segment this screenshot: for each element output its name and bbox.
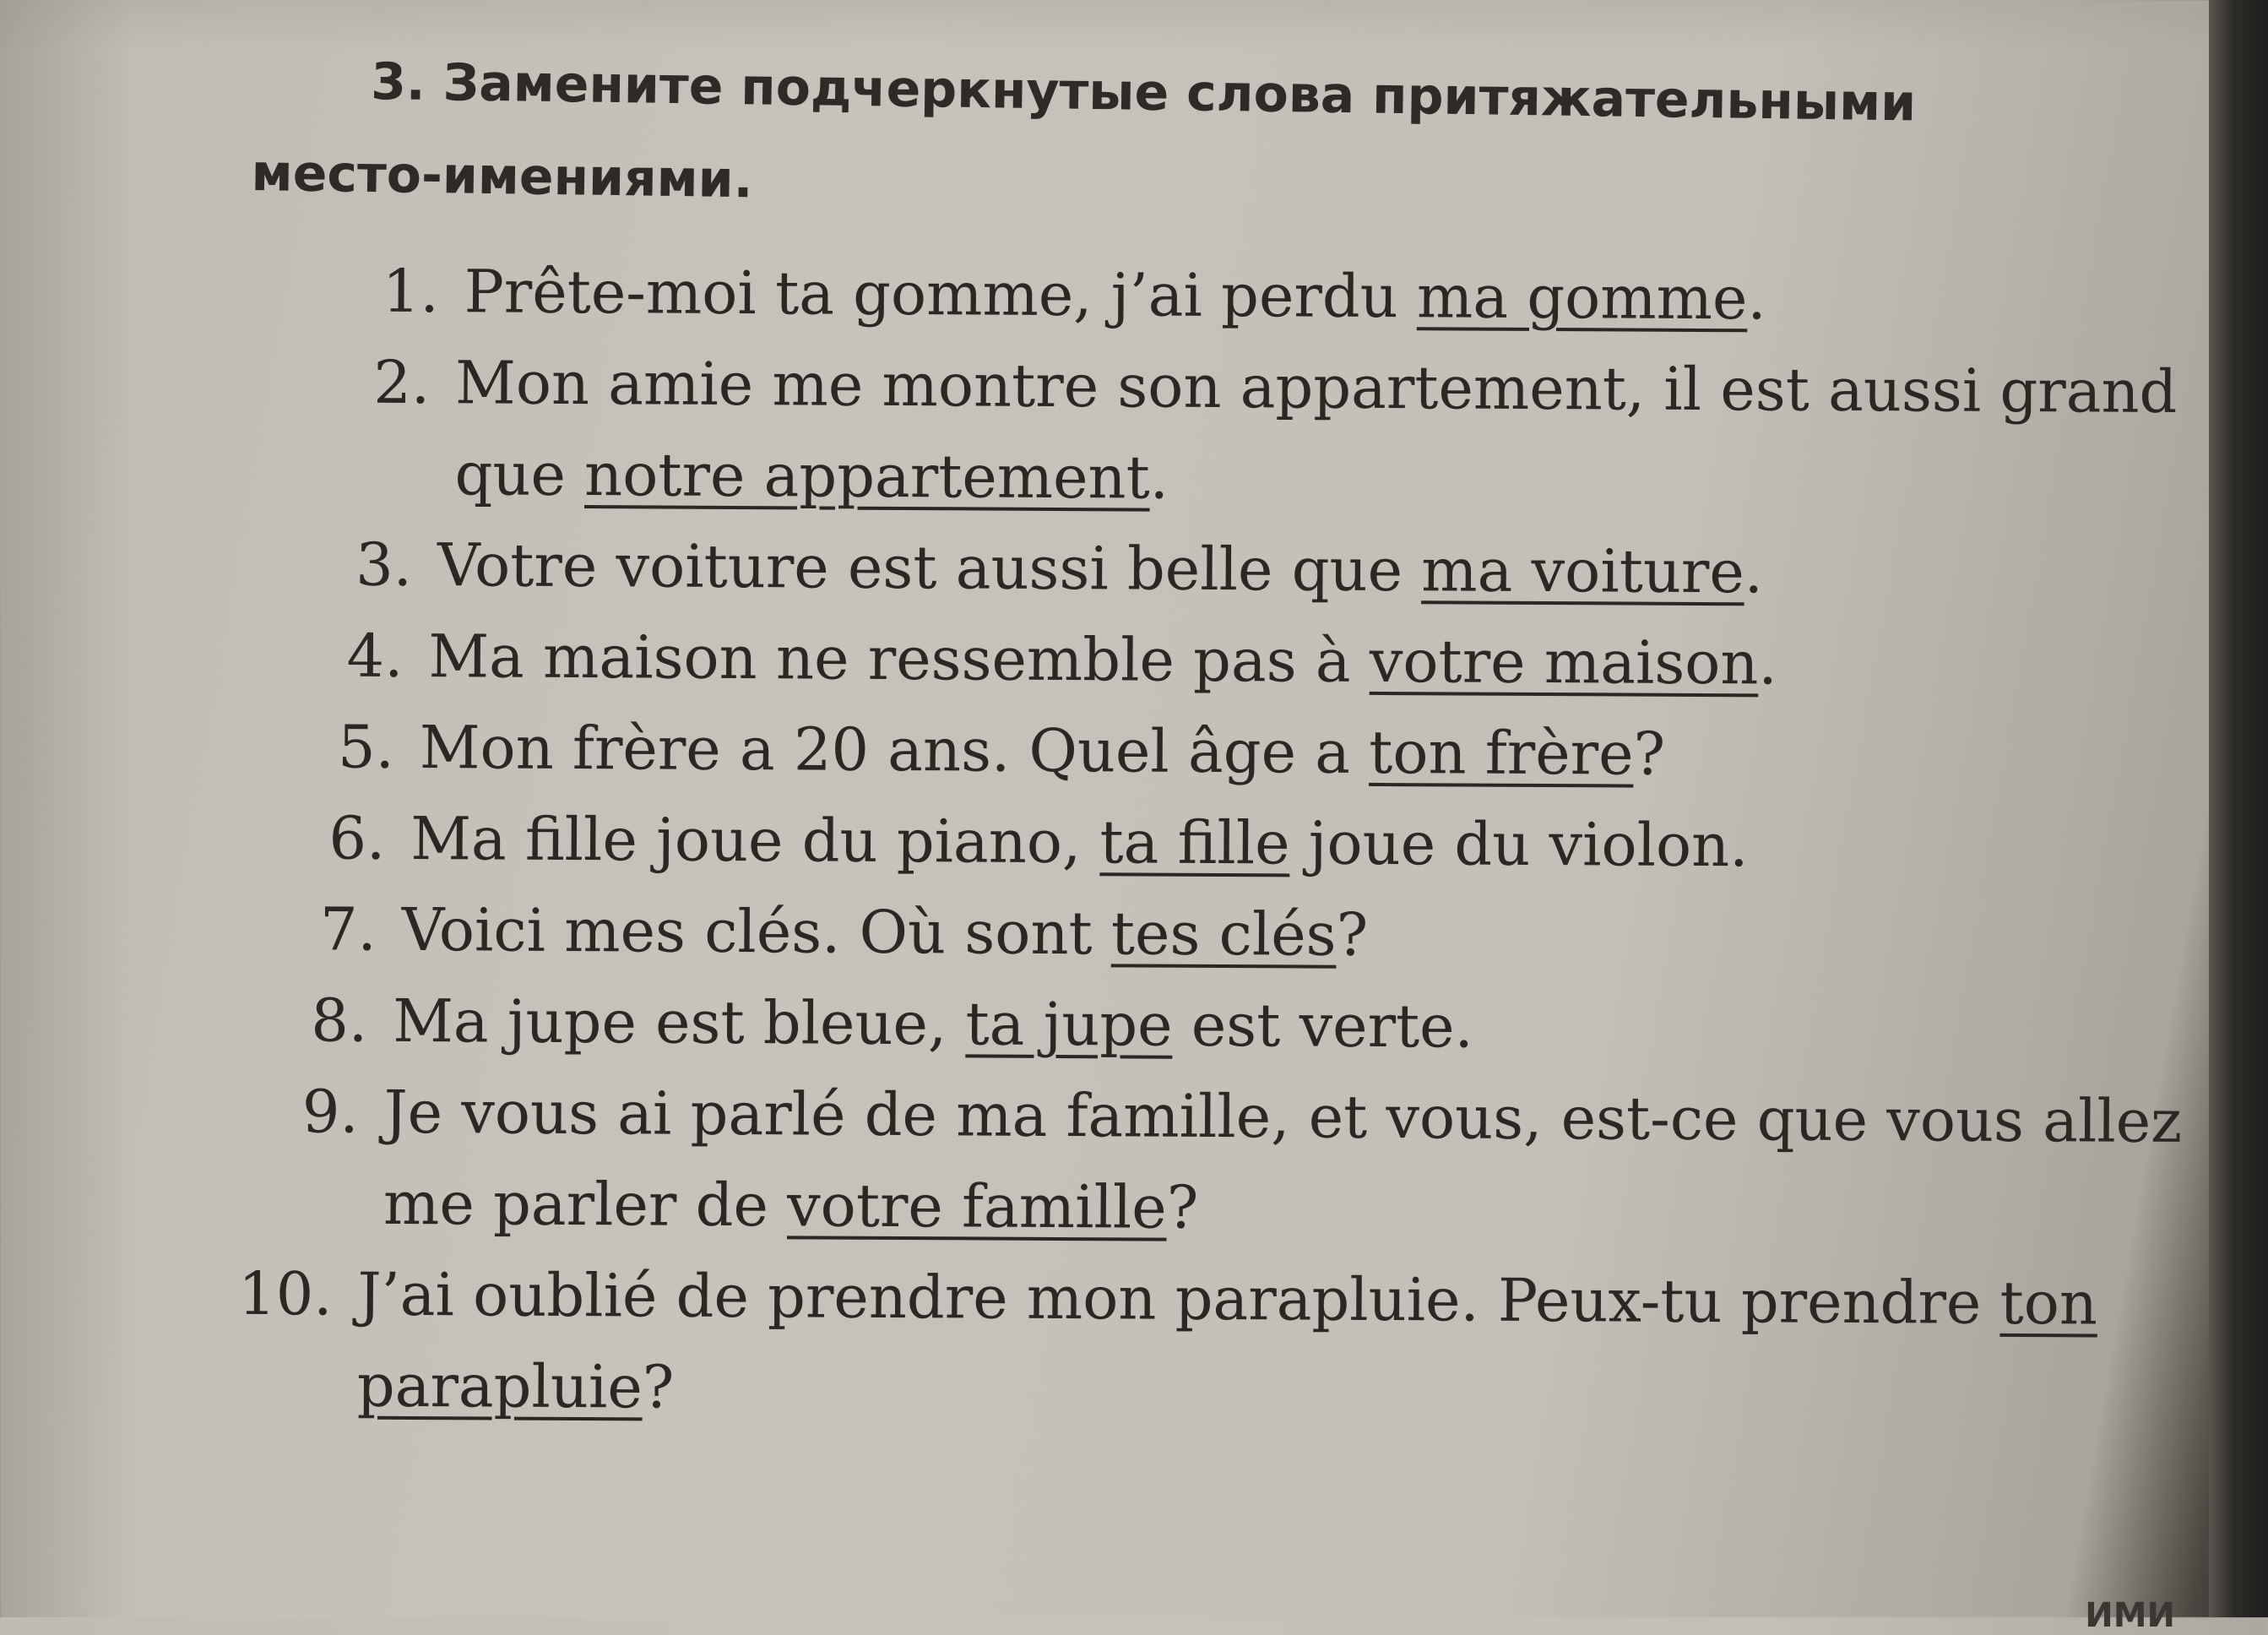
item-number: 10. [237, 1258, 333, 1329]
item-text-plain: . [1149, 443, 1169, 513]
item-text-plain: . [1758, 628, 1777, 698]
underlined-phrase: ton frère [1369, 717, 1634, 789]
item-text [402, 895, 1369, 970]
item-text-plain: ? [1166, 1172, 1199, 1242]
exercise-item [235, 519, 2195, 620]
item-text-plain: J’ai oublié de prendre mon parapluie. Peux-tu prendre [357, 1259, 2000, 1338]
item-text [428, 622, 1777, 698]
exercise-item [190, 975, 2192, 1076]
item-text-plain: ? [1336, 899, 1369, 970]
item-text-plain: Votre voiture est aussi belle que [437, 530, 1422, 606]
item-text-plain: . [1744, 537, 1764, 607]
item-text-plain: me parler de [383, 1168, 788, 1241]
underlined-phrase: notre appartement [583, 440, 1150, 513]
item-text-plain: Ma maison ne ressemble pas à [428, 622, 1370, 696]
item-text-line2 [454, 428, 2195, 529]
item-text-line1: Mon amie me montre son appartement, il est aussi grand [454, 348, 2178, 426]
underlined-phrase: votre famille [786, 1171, 1167, 1242]
exercise-list [237, 245, 2195, 1441]
item-text-plain: ? [1633, 719, 1666, 789]
item-number: 5. [337, 712, 395, 782]
item-text [464, 257, 1766, 333]
item-text-plain: Ma jupe est bleue, [392, 986, 966, 1059]
underlined-phrase: votre maison [1369, 626, 1759, 698]
item-text [410, 804, 1749, 880]
exercise-item [225, 610, 2194, 711]
item-text-plain: ? [642, 1352, 675, 1422]
item-text-line2 [383, 1158, 2191, 1258]
item-number: 3. [355, 530, 413, 600]
underlined-phrase: parapluie [356, 1350, 643, 1422]
underlined-phrase: ton [1999, 1268, 2098, 1339]
underlined-phrase: ta fille [1099, 807, 1290, 878]
item-text-plain: joue du violon. [1289, 808, 1749, 881]
exercise-item [155, 1247, 2190, 1441]
item-text-line2 [357, 1340, 2190, 1441]
item-text-plain: Mon frère a 20 ans. Quel âge a [419, 713, 1370, 787]
item-text-line1 [357, 1249, 2190, 1350]
exercise-heading: 3. Замените подчеркнутые слова притяжательными место-имениями. [251, 52, 1917, 210]
underlined-phrase: ma gomme [1416, 262, 1748, 334]
next-page-fragment: ИМИ [2085, 1596, 2175, 1635]
item-number: 9. [301, 1077, 359, 1147]
item-text-plain: Prête-moi ta gomme, j’ai perdu [464, 257, 1418, 332]
item-number: 4. [346, 621, 404, 691]
exercise-item [181, 1066, 2191, 1258]
item-number: 1. [382, 256, 439, 327]
exercise-item [261, 245, 2195, 346]
item-text [437, 530, 1763, 606]
underlined-phrase: tes clés [1110, 899, 1337, 970]
exercise-item [252, 336, 2195, 529]
exercise-item [208, 792, 2193, 894]
underlined-phrase: ma voiture [1421, 535, 1745, 607]
item-text-line1: Je vous ai parlé de ma famille, et vous, est-ce que vous allez [383, 1077, 2183, 1156]
item-text-plain: . [1747, 263, 1766, 334]
item-text [393, 986, 1473, 1062]
item-text-plain: Ma fille joue du piano, [410, 803, 1100, 877]
item-text-plain: est verte. [1172, 990, 1474, 1062]
item-number: 2. [373, 347, 431, 418]
underlined-phrase: ta jupe [965, 989, 1173, 1060]
exercise-item [217, 701, 2194, 802]
book-binding [2209, 0, 2268, 1617]
page-shadow [0, 0, 135, 1617]
item-text-plain: Voici mes clés. Où sont [401, 894, 1112, 969]
item-number: 7. [319, 894, 377, 964]
item-text [420, 713, 1666, 789]
item-number: 8. [311, 986, 368, 1056]
item-number: 6. [328, 803, 386, 873]
exercise-item [198, 883, 2192, 985]
item-text-plain: que [454, 439, 585, 510]
